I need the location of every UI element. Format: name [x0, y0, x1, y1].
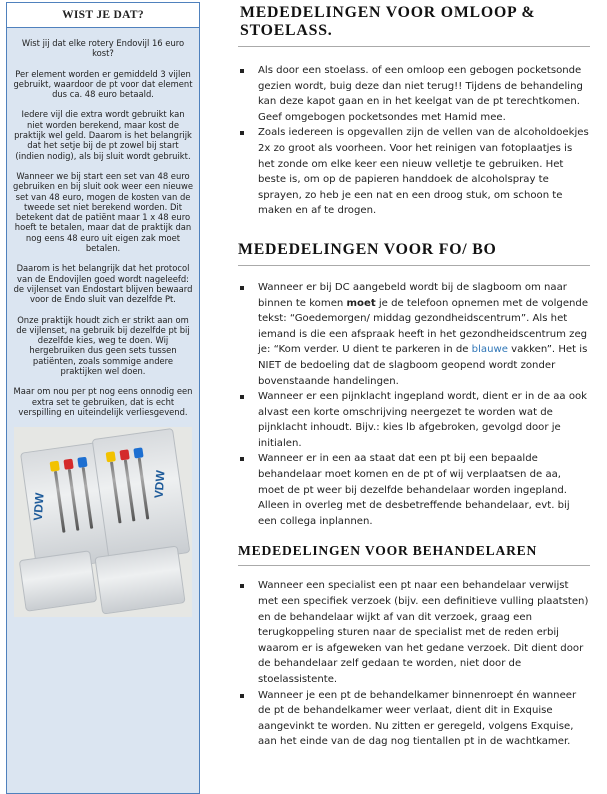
- section-heading: MEDEDELINGEN VOOR BEHANDELAREN: [238, 543, 538, 559]
- file-pack: [94, 546, 185, 615]
- list-item: Wanneer er in een aa staat dat een pt bij een bepaalde behandelaar moet komen en de pt of wij verplaatsen de aa, moet de pt weer bij dezelfde behandelaar worden ingepland. Alleen in overleg met de desbetreffende behandelaar, evt. bij een collega inplannen.: [238, 451, 590, 529]
- section-behandelaren: [238, 543, 590, 750]
- list-item: Wanneer je een pt de behandelkamer binnenroept én wanneer de pt de behandelkamer weer verlaat, dient dit in Exquise aangevinkt te worden. Nu zitten er geregeld, volgens Exquise, aan het einde van de dag nog tientallen pt in de wachtkamer.: [238, 688, 590, 750]
- text-run: je de telefoon opnemen met de volgende tekst: “Goedemorgen/ middag gezondheidscentrum”. Als het iemand is die een afspraak heeft in het gezondheidscentrum zeg je: “Kom verder. U dient te parkeren in de: [258, 297, 589, 356]
- sidebar-title: WIST JE DAT?: [7, 3, 199, 28]
- list-item: Zoals iedereen is opgevallen zijn de vellen van de alcoholdoekjes 2x zo groot als voorheen. Voor het reinigen van fotoplaatjes is het zonde om elke keer een nieuw velletje te gebruiken. Het beste is, om op de papieren handdoek de alcoholspray te sprayen, zo heb je een nat en een droog stuk, om schoon te maken en af te drogen.: [238, 125, 590, 219]
- sidebar-paragraph: Daarom is het belangrijk dat het protocol van de Endovijlen goed wordt nageleefd: de vijlenset van Endostart blijven bewaard voor de Endo sluit van dezelfde Pt.: [13, 263, 193, 305]
- divider: [238, 265, 590, 266]
- list-item: Wanneer een specialist een pt naar een behandelaar verwijst met een specifiek verzoek (bijv. een definitieve vulling plaatsten) en de behandelaar wijkt af van dit verzoek, graag een terugkoppeling sturen naar de specialist met de reden erbij waarom er is afgeweken van het gedane verzoek. Dit dient door de behandelaar zelf gedaan te worden, niet door de stoelassistente.: [238, 578, 590, 687]
- endo-file: [68, 469, 80, 531]
- heading-line: STOELASS.: [240, 22, 333, 39]
- text-run: vakken”. Het is NIET de bedoeling dat de slagboom geopend wordt zonder bovenstaande handelingen.: [258, 344, 588, 387]
- brand-logo: VDW: [151, 470, 168, 499]
- heading-line: MEDEDELINGEN VOOR OMLOOP &: [240, 4, 536, 21]
- section-heading: MEDEDELINGEN VOOR FO/ BO: [238, 240, 497, 258]
- divider: [238, 46, 590, 47]
- section-omloop: [238, 0, 590, 219]
- endo-file: [124, 460, 136, 522]
- endo-file: [110, 462, 122, 524]
- brand-logo: VDW: [30, 492, 47, 522]
- section-fobo: [238, 241, 590, 530]
- list-item: Wanneer er een pijnklacht ingepland wordt, dient er in de aa ook alvast een korte omschrijving neergezet te worden wat de pijnklacht inhoudt. Bijv.: kies lb afgebroken, gevolgd door je initialen.: [238, 389, 590, 451]
- file-pack: [92, 428, 191, 564]
- bullet-list: [238, 280, 590, 530]
- sidebar-paragraph: Iedere vijl die extra wordt gebruikt kan niet worden berekend, maar kost de praktijk wel geld. Daarom is het belangrijk dat het setje bij de pt zowel bij start (indien nodig), als bij sluit wordt gebruikt.: [14, 109, 192, 161]
- list-item: Als door een stoelass. of een omloop een gebogen pocketsonde gezien wordt, buig deze dan niet terug!! Tijdens de behandeling kan deze kapot gaan en in het keelgat van de pt terechtkomen. Geef omgebogen pocketsondes met Hamid mee.: [238, 63, 590, 125]
- text-run: Wanneer er bij DC aangebeld wordt bij de slagboom om naar binnen te komen: [258, 281, 567, 309]
- sidebar-wist-je-dat: [6, 2, 200, 794]
- main-content: [238, 0, 590, 750]
- sidebar-paragraph: Maar om nou per pt nog eens onnodig een extra set te gebruiken, dat is echt verspilling en uiteindelijk verliesgevend.: [13, 386, 193, 417]
- sidebar-body: [7, 28, 199, 417]
- endo-file: [138, 458, 150, 520]
- sidebar-paragraph: Wist jij dat elke rotery Endovijl 16 euro kost?: [21, 38, 185, 59]
- endo-files-photo: [14, 427, 192, 617]
- section-heading: [240, 0, 590, 40]
- sidebar-paragraph: Per element worden er gemiddeld 3 vijlen gebruikt, waardoor de pt voor dat element dus ca. 48 euro betaald.: [13, 68, 193, 100]
- bullet-list: [238, 63, 590, 219]
- highlight-text: blauwe: [471, 344, 508, 356]
- divider: [238, 565, 590, 566]
- bullet-list: [238, 578, 590, 750]
- sidebar-paragraph: Wanneer we bij start een set van 48 euro gebruiken en bij sluit ook weer een nieuwe set van 48 euro, mogen de kosten van de tweede set niet berekend worden. Dit betekent dat de patiënt maar 1 x 48 euro hoeft te betalen, maar dat de praktijk dan nog eens 48 euro uit eigen zak moet betalen.: [13, 170, 193, 254]
- sidebar-paragraph: Onze praktijk houdt zich er strikt aan om de vijlenset, na gebruik bij dezelfde pt bij dezelfde kies, weg te doen. Wij hergebruiken dus geen sets tussen patiënten, zoals sommige andere praktijken wel doen.: [16, 314, 190, 377]
- endo-file: [82, 467, 94, 529]
- list-item: [238, 280, 590, 389]
- endo-file: [54, 471, 66, 533]
- file-pack: [19, 550, 98, 612]
- emphasis-text: moet: [346, 297, 376, 309]
